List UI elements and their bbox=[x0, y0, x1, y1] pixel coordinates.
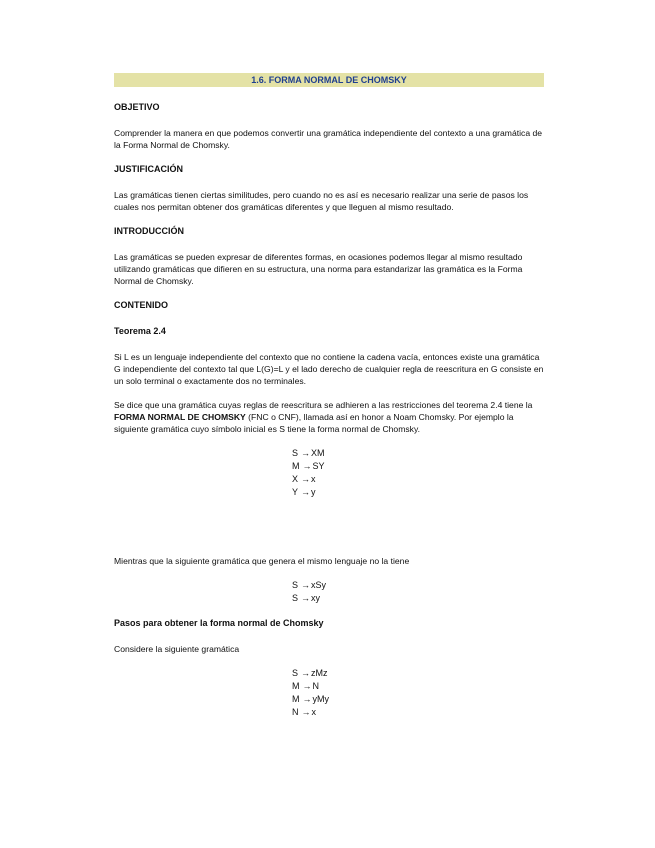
rule-lhs: S bbox=[292, 580, 299, 590]
grammar-rule bbox=[292, 579, 544, 592]
rule-lhs: S bbox=[292, 668, 299, 678]
rule-lhs: M bbox=[292, 461, 300, 471]
definicion-text bbox=[114, 399, 544, 435]
grammar-rule bbox=[292, 667, 544, 680]
arrow-icon: → bbox=[301, 474, 311, 484]
grammar-rule bbox=[292, 592, 544, 605]
grammar-rule bbox=[292, 680, 544, 693]
grammar-example-1 bbox=[292, 447, 544, 499]
rule-rhs: y bbox=[311, 487, 316, 497]
grammar-rule bbox=[292, 447, 544, 460]
justificacion-text: Las gramáticas tienen ciertas similitudes, pero cuando no es así es necesario realizar una serie de pasos los cuales nos permitan obtener dos gramáticas diferentes y que lleguen al mismo resultado. bbox=[114, 190, 529, 212]
rule-rhs: zMz bbox=[311, 668, 328, 678]
arrow-icon: → bbox=[302, 461, 312, 471]
rule-lhs: M bbox=[292, 681, 300, 691]
heading-justificacion: JUSTIFICACIÓN bbox=[114, 164, 184, 174]
rule-rhs: N bbox=[312, 681, 319, 691]
rule-rhs: x bbox=[311, 474, 316, 484]
document-page bbox=[114, 73, 544, 731]
heading-objetivo: OBJETIVO bbox=[114, 102, 160, 112]
teorema-text: Si L es un lenguaje independiente del contexto que no contiene la cadena vacía, entonces existe una gramática G independiente del contexto tal que L(G)=L y el lado derecho de cualquier regla de reescritura en G consiste en un solo terminal o exactamente dos no terminales. bbox=[114, 352, 544, 386]
grammar-example-3 bbox=[292, 667, 544, 719]
rule-lhs: N bbox=[292, 707, 299, 717]
rule-rhs: x bbox=[311, 707, 316, 717]
arrow-icon: → bbox=[301, 487, 311, 497]
grammar-rule bbox=[292, 473, 544, 486]
arrow-icon: → bbox=[301, 580, 311, 590]
rule-lhs: M bbox=[292, 694, 300, 704]
rule-lhs: S bbox=[292, 593, 299, 603]
rule-rhs: SY bbox=[312, 461, 325, 471]
grammar-rule bbox=[292, 486, 544, 499]
introduccion-text: Las gramáticas se pueden expresar de diferentes formas, en ocasiones podemos llegar al mismo resultado utilizando gramáticas que difieren en su estructura, una norma para estandarizar las gramática es la Forma Normal de Chomsky. bbox=[114, 252, 523, 286]
arrow-icon: → bbox=[301, 707, 311, 717]
rule-lhs: Y bbox=[292, 487, 299, 497]
objetivo-text: Comprender la manera en que podemos convertir una gramática independiente del contexto a una gramática de la Forma Normal de Chomsky. bbox=[114, 128, 543, 150]
rule-lhs: X bbox=[292, 474, 299, 484]
rule-rhs: yMy bbox=[312, 694, 329, 704]
definicion-before: Se dice que una gramática cuyas reglas de reescritura se adhieren a las restricciones del teorema 2.4 tiene la bbox=[114, 400, 533, 410]
arrow-icon: → bbox=[302, 681, 312, 691]
pasos-text: Considere la siguiente gramática bbox=[114, 644, 240, 654]
page-title: 1.6. FORMA NORMAL DE CHOMSKY bbox=[114, 73, 544, 87]
heading-contenido: CONTENIDO bbox=[114, 300, 168, 310]
grammar-rule bbox=[292, 693, 544, 706]
spacer bbox=[114, 511, 544, 555]
rule-rhs: XM bbox=[311, 448, 325, 458]
definicion-bold: FORMA NORMAL DE CHOMSKY bbox=[114, 412, 246, 422]
rule-rhs: xSy bbox=[311, 580, 327, 590]
arrow-icon: → bbox=[301, 593, 311, 603]
definicion-after: (FNC o CNF), llamada así en honor a Noam Chomsky. Por ejemplo la siguiente gramática cuyo símbolo inicial es S tiene la forma normal de Chomsky. bbox=[114, 412, 514, 434]
arrow-icon: → bbox=[301, 668, 311, 678]
grammar-example-2 bbox=[292, 579, 544, 605]
mientras-text: Mientras que la siguiente gramática que genera el mismo lenguaje no la tiene bbox=[114, 556, 410, 566]
heading-introduccion: INTRODUCCIÓN bbox=[114, 226, 184, 236]
rule-rhs: xy bbox=[311, 593, 321, 603]
grammar-rule bbox=[292, 706, 544, 719]
heading-teorema: Teorema 2.4 bbox=[114, 326, 166, 336]
rule-lhs: S bbox=[292, 448, 299, 458]
arrow-icon: → bbox=[302, 694, 312, 704]
arrow-icon: → bbox=[301, 448, 311, 458]
grammar-rule bbox=[292, 460, 544, 473]
heading-pasos: Pasos para obtener la forma normal de Chomsky bbox=[114, 618, 324, 628]
